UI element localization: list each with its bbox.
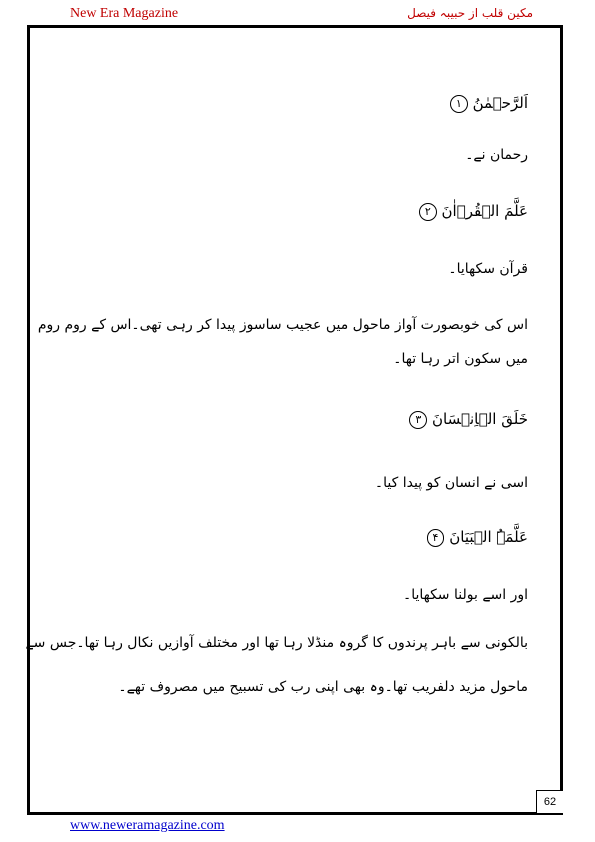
paragraph-line: میں سکون اتر رہا تھا۔ bbox=[393, 351, 528, 367]
ayah-line-1: اَلرَّحۡمٰنُ ۱ bbox=[70, 88, 528, 118]
translation-line-2: قرآن سکھایا۔ bbox=[448, 261, 528, 277]
ayah-number-mark: ۱ bbox=[450, 95, 468, 113]
ayah-number-mark: ۲ bbox=[419, 203, 437, 221]
translation-line-1: رحمان نے۔ bbox=[465, 147, 528, 163]
translation-line-4: اور اسے بولنا سکھایا۔ bbox=[402, 587, 528, 603]
ayah-line-2: عَلَّمَ الۡقُرۡاٰنَ ۲ bbox=[70, 196, 528, 226]
page-number: 62 bbox=[536, 790, 563, 813]
paragraph-line: بالکونی سے باہر پرندوں کا گروہ منڈلا رہا تھا اور مختلف آوازیں نکال رہا تھا۔جس سے bbox=[25, 635, 528, 651]
ayah-line-3: خَلَقَ الۡاِنۡسَانَ ۳ bbox=[70, 404, 528, 434]
ayah-number-mark: ۳ bbox=[409, 411, 427, 429]
ayah-number-mark: ۴ bbox=[427, 529, 445, 547]
header-novel-title: مکین قلب از حبیبہ فیصل bbox=[407, 6, 533, 20]
translation-line-3: اسی نے انسان کو پیدا کیا۔ bbox=[374, 475, 528, 491]
paragraph-line: اس کی خوبصورت آواز ماحول میں عجیب ساسوز پیدا کر رہی تھی۔اس کے روم روم bbox=[37, 317, 528, 333]
footer-website-link[interactable]: www.neweramagazine.com bbox=[70, 818, 225, 833]
ayah-line-4: عَلَّمَہُ الۡبَیَانَ ۴ bbox=[70, 522, 528, 552]
header-magazine-name: New Era Magazine bbox=[70, 6, 179, 21]
paragraph-line: ماحول مزید دلفریب تھا۔وہ بھی اپنی رب کی تسبیح میں مصروف تھے۔ bbox=[118, 679, 528, 695]
